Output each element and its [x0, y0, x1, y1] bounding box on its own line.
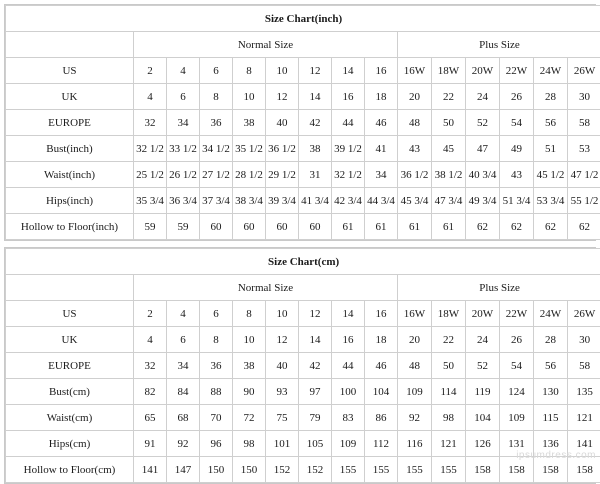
table-cell: 45 3/4 — [398, 188, 432, 214]
table-cell: 141 — [134, 457, 167, 483]
table-cell: 124 — [500, 379, 534, 405]
table-cell: 70 — [200, 405, 233, 431]
table-cell: 121 — [432, 431, 466, 457]
table-cell: 26 1/2 — [167, 162, 200, 188]
table-cell: 24W — [534, 58, 568, 84]
table-cell: 24 — [466, 84, 500, 110]
table-row — [6, 136, 600, 162]
table-cell: 62 — [534, 214, 568, 240]
watermark: ipsumdress.com — [516, 450, 596, 461]
table-cell: 155 — [398, 457, 432, 483]
table-row — [6, 58, 600, 84]
table-cell: 32 — [134, 110, 167, 136]
table-cell: 38 1/2 — [432, 162, 466, 188]
table-cell: 45 — [432, 136, 466, 162]
table-cell: 34 1/2 — [200, 136, 233, 162]
row-label: Waist(cm) — [6, 405, 134, 431]
table-cell: 36 — [200, 353, 233, 379]
table-cell: 10 — [233, 84, 266, 110]
table-cell: 53 3/4 — [534, 188, 568, 214]
table-cell: 112 — [365, 431, 398, 457]
table-cell: 38 — [233, 110, 266, 136]
table-row — [6, 162, 600, 188]
table-cell: 4 — [167, 58, 200, 84]
table-cell: 42 — [299, 110, 332, 136]
table-cell: 20 — [398, 327, 432, 353]
table-cell: 136 — [534, 431, 568, 457]
table-cell: 8 — [233, 58, 266, 84]
table-row — [6, 353, 600, 379]
table-cell: 79 — [299, 405, 332, 431]
table-cell: 150 — [233, 457, 266, 483]
table-cell: 46 — [365, 110, 398, 136]
row-label: Hips(cm) — [6, 431, 134, 457]
table-cell: 36 3/4 — [167, 188, 200, 214]
size-chart-cm — [4, 247, 596, 484]
table-cell: 62 — [568, 214, 600, 240]
table-cell: 16W — [398, 301, 432, 327]
table-cell: 48 — [398, 353, 432, 379]
row-label: UK — [6, 327, 134, 353]
table-cell: 105 — [299, 431, 332, 457]
table-cell: 24 — [466, 327, 500, 353]
table-cell: 40 3/4 — [466, 162, 500, 188]
table-cell: 53 — [568, 136, 600, 162]
table-cell: 100 — [332, 379, 365, 405]
table-cell: 44 3/4 — [365, 188, 398, 214]
row-label: Hollow to Floor(cm) — [6, 457, 134, 483]
table-cell: 38 3/4 — [233, 188, 266, 214]
table-cell: 141 — [568, 431, 600, 457]
table-cell: 28 — [534, 327, 568, 353]
table-cell: 60 — [200, 214, 233, 240]
table-cell: 20 — [398, 84, 432, 110]
table-cell: 109 — [398, 379, 432, 405]
row-label: US — [6, 301, 134, 327]
table-cell: 46 — [365, 353, 398, 379]
table-cell: 34 — [167, 353, 200, 379]
table-cell: 29 1/2 — [266, 162, 299, 188]
table-cell: 135 — [568, 379, 600, 405]
table-cell: 41 — [365, 136, 398, 162]
table-cell: 59 — [134, 214, 167, 240]
table-cell: 56 — [534, 353, 568, 379]
table-cell: 43 — [500, 162, 534, 188]
table-cell: 54 — [500, 353, 534, 379]
table-cell: 6 — [167, 327, 200, 353]
table-cell: 101 — [266, 431, 299, 457]
table-cell: 26 — [500, 84, 534, 110]
table-cell: 61 — [332, 214, 365, 240]
table-row — [6, 405, 600, 431]
table-cell: 65 — [134, 405, 167, 431]
table-cell: 96 — [200, 431, 233, 457]
table-group-row — [6, 275, 600, 301]
size-chart-inch — [4, 4, 596, 241]
table-cell: 44 — [332, 110, 365, 136]
table-cell: 16 — [332, 84, 365, 110]
corner-cell — [6, 275, 134, 301]
table-cell: 116 — [398, 431, 432, 457]
table-cell: 158 — [500, 457, 534, 483]
table-title-row — [6, 249, 600, 275]
table-row — [6, 301, 600, 327]
table-cell: 62 — [466, 214, 500, 240]
table-cell: 39 1/2 — [332, 136, 365, 162]
table-cell: 4 — [134, 327, 167, 353]
table-cell: 30 — [568, 327, 600, 353]
table-cell: 60 — [233, 214, 266, 240]
table-cell: 36 — [200, 110, 233, 136]
table-cell: 158 — [466, 457, 500, 483]
table-cell: 51 3/4 — [500, 188, 534, 214]
table-cell: 25 1/2 — [134, 162, 167, 188]
table-cell: 47 — [466, 136, 500, 162]
table-cell: 30 — [568, 84, 600, 110]
group-header-normal: Normal Size — [134, 275, 398, 301]
row-label: UK — [6, 84, 134, 110]
table-cell: 18 — [365, 84, 398, 110]
table-cell: 12 — [299, 301, 332, 327]
table-cell: 28 1/2 — [233, 162, 266, 188]
table-cell: 33 1/2 — [167, 136, 200, 162]
table-cell: 47 1/2 — [568, 162, 600, 188]
table-cell: 104 — [466, 405, 500, 431]
table-cell: 22 — [432, 84, 466, 110]
table-title-row — [6, 6, 600, 32]
table-row — [6, 214, 600, 240]
page-title: Size Chart(inch) — [6, 6, 600, 32]
table-cell: 109 — [332, 431, 365, 457]
table-cell: 97 — [299, 379, 332, 405]
table-cell: 34 — [365, 162, 398, 188]
table-cell: 8 — [200, 84, 233, 110]
row-label: EUROPE — [6, 353, 134, 379]
table-cell: 35 1/2 — [233, 136, 266, 162]
table-cell: 22W — [500, 58, 534, 84]
table-cell: 32 — [134, 353, 167, 379]
table-cell: 75 — [266, 405, 299, 431]
table-cell: 51 — [534, 136, 568, 162]
table-cell: 10 — [266, 58, 299, 84]
table-cell: 83 — [332, 405, 365, 431]
table-cell: 37 3/4 — [200, 188, 233, 214]
group-header-plus: Plus Size — [398, 275, 600, 301]
table-cell: 86 — [365, 405, 398, 431]
table-cell: 8 — [233, 301, 266, 327]
table-cell: 6 — [167, 84, 200, 110]
table-cell: 18 — [365, 327, 398, 353]
row-label: US — [6, 58, 134, 84]
table-cell: 38 — [299, 136, 332, 162]
table-cell: 44 — [332, 353, 365, 379]
table-cell: 38 — [233, 353, 266, 379]
table-cell: 58 — [568, 110, 600, 136]
table-cell: 82 — [134, 379, 167, 405]
table-cell: 131 — [500, 431, 534, 457]
table-cell: 56 — [534, 110, 568, 136]
table-cell: 152 — [299, 457, 332, 483]
table-cell: 61 — [432, 214, 466, 240]
table-cell: 14 — [299, 327, 332, 353]
table-cell: 119 — [466, 379, 500, 405]
table-cell: 14 — [332, 58, 365, 84]
table-cell: 20W — [466, 301, 500, 327]
table-cell: 52 — [466, 353, 500, 379]
table-row — [6, 327, 600, 353]
table-cell: 91 — [134, 431, 167, 457]
table-cell: 158 — [534, 457, 568, 483]
table-cell: 109 — [500, 405, 534, 431]
table-cell: 40 — [266, 110, 299, 136]
table-cell: 6 — [200, 301, 233, 327]
table-cell: 22 — [432, 327, 466, 353]
table-cell: 84 — [167, 379, 200, 405]
table-cell: 98 — [432, 405, 466, 431]
row-label: EUROPE — [6, 110, 134, 136]
row-label: Bust(inch) — [6, 136, 134, 162]
table-cell: 126 — [466, 431, 500, 457]
table-cell: 4 — [167, 301, 200, 327]
table-cell: 14 — [299, 84, 332, 110]
table-cell: 147 — [167, 457, 200, 483]
table-cell: 39 3/4 — [266, 188, 299, 214]
table-cell: 45 1/2 — [534, 162, 568, 188]
table-cell: 26 — [500, 327, 534, 353]
table-cell: 60 — [299, 214, 332, 240]
table-cell: 62 — [500, 214, 534, 240]
table-cell: 43 — [398, 136, 432, 162]
table-row — [6, 84, 600, 110]
table-cell: 26W — [568, 301, 600, 327]
table-row — [6, 457, 600, 483]
table-cell: 2 — [134, 58, 167, 84]
table-cell: 41 3/4 — [299, 188, 332, 214]
table-cell: 68 — [167, 405, 200, 431]
table-cell: 104 — [365, 379, 398, 405]
table-cell: 54 — [500, 110, 534, 136]
corner-cell — [6, 32, 134, 58]
table-cell: 155 — [332, 457, 365, 483]
table-cell: 158 — [568, 457, 600, 483]
table-cell: 42 — [299, 353, 332, 379]
table-cell: 32 1/2 — [134, 136, 167, 162]
table-cell: 12 — [266, 84, 299, 110]
table-cell: 35 3/4 — [134, 188, 167, 214]
group-header-plus: Plus Size — [398, 32, 600, 58]
row-label: Hollow to Floor(inch) — [6, 214, 134, 240]
table-cell: 49 — [500, 136, 534, 162]
table-row — [6, 379, 600, 405]
table-cell: 52 — [466, 110, 500, 136]
table-cell: 72 — [233, 405, 266, 431]
table-cell: 10 — [266, 301, 299, 327]
group-header-normal: Normal Size — [134, 32, 398, 58]
size-chart-inch-table — [5, 5, 600, 240]
table-cell: 18W — [432, 301, 466, 327]
page-title: Size Chart(cm) — [6, 249, 600, 275]
table-cell: 155 — [432, 457, 466, 483]
table-cell: 16 — [365, 58, 398, 84]
table-cell: 8 — [200, 327, 233, 353]
table-cell: 16 — [332, 327, 365, 353]
table-row — [6, 188, 600, 214]
table-cell: 36 1/2 — [398, 162, 432, 188]
row-label: Bust(cm) — [6, 379, 134, 405]
table-cell: 31 — [299, 162, 332, 188]
table-cell: 93 — [266, 379, 299, 405]
table-cell: 36 1/2 — [266, 136, 299, 162]
table-cell: 47 3/4 — [432, 188, 466, 214]
row-label: Waist(inch) — [6, 162, 134, 188]
table-cell: 12 — [299, 58, 332, 84]
table-cell: 20W — [466, 58, 500, 84]
table-cell: 27 1/2 — [200, 162, 233, 188]
table-cell: 61 — [365, 214, 398, 240]
table-cell: 50 — [432, 110, 466, 136]
table-cell: 115 — [534, 405, 568, 431]
table-cell: 48 — [398, 110, 432, 136]
table-cell: 10 — [233, 327, 266, 353]
table-row — [6, 431, 600, 457]
table-cell: 59 — [167, 214, 200, 240]
table-cell: 50 — [432, 353, 466, 379]
table-cell: 14 — [332, 301, 365, 327]
table-cell: 16W — [398, 58, 432, 84]
table-cell: 55 1/2 — [568, 188, 600, 214]
table-cell: 12 — [266, 327, 299, 353]
table-cell: 42 3/4 — [332, 188, 365, 214]
table-cell: 155 — [365, 457, 398, 483]
table-cell: 26W — [568, 58, 600, 84]
table-cell: 58 — [568, 353, 600, 379]
table-cell: 130 — [534, 379, 568, 405]
table-cell: 121 — [568, 405, 600, 431]
table-cell: 49 3/4 — [466, 188, 500, 214]
table-cell: 34 — [167, 110, 200, 136]
table-cell: 24W — [534, 301, 568, 327]
table-cell: 22W — [500, 301, 534, 327]
table-cell: 6 — [200, 58, 233, 84]
table-cell: 114 — [432, 379, 466, 405]
table-cell: 88 — [200, 379, 233, 405]
table-cell: 92 — [167, 431, 200, 457]
table-row — [6, 110, 600, 136]
table-cell: 40 — [266, 353, 299, 379]
table-cell: 28 — [534, 84, 568, 110]
table-cell: 4 — [134, 84, 167, 110]
table-cell: 2 — [134, 301, 167, 327]
table-cell: 16 — [365, 301, 398, 327]
table-cell: 92 — [398, 405, 432, 431]
row-label: Hips(inch) — [6, 188, 134, 214]
table-cell: 152 — [266, 457, 299, 483]
table-cell: 90 — [233, 379, 266, 405]
table-cell: 32 1/2 — [332, 162, 365, 188]
table-cell: 98 — [233, 431, 266, 457]
table-group-row — [6, 32, 600, 58]
table-cell: 150 — [200, 457, 233, 483]
table-cell: 18W — [432, 58, 466, 84]
table-cell: 60 — [266, 214, 299, 240]
table-cell: 61 — [398, 214, 432, 240]
size-chart-cm-table — [5, 248, 600, 483]
